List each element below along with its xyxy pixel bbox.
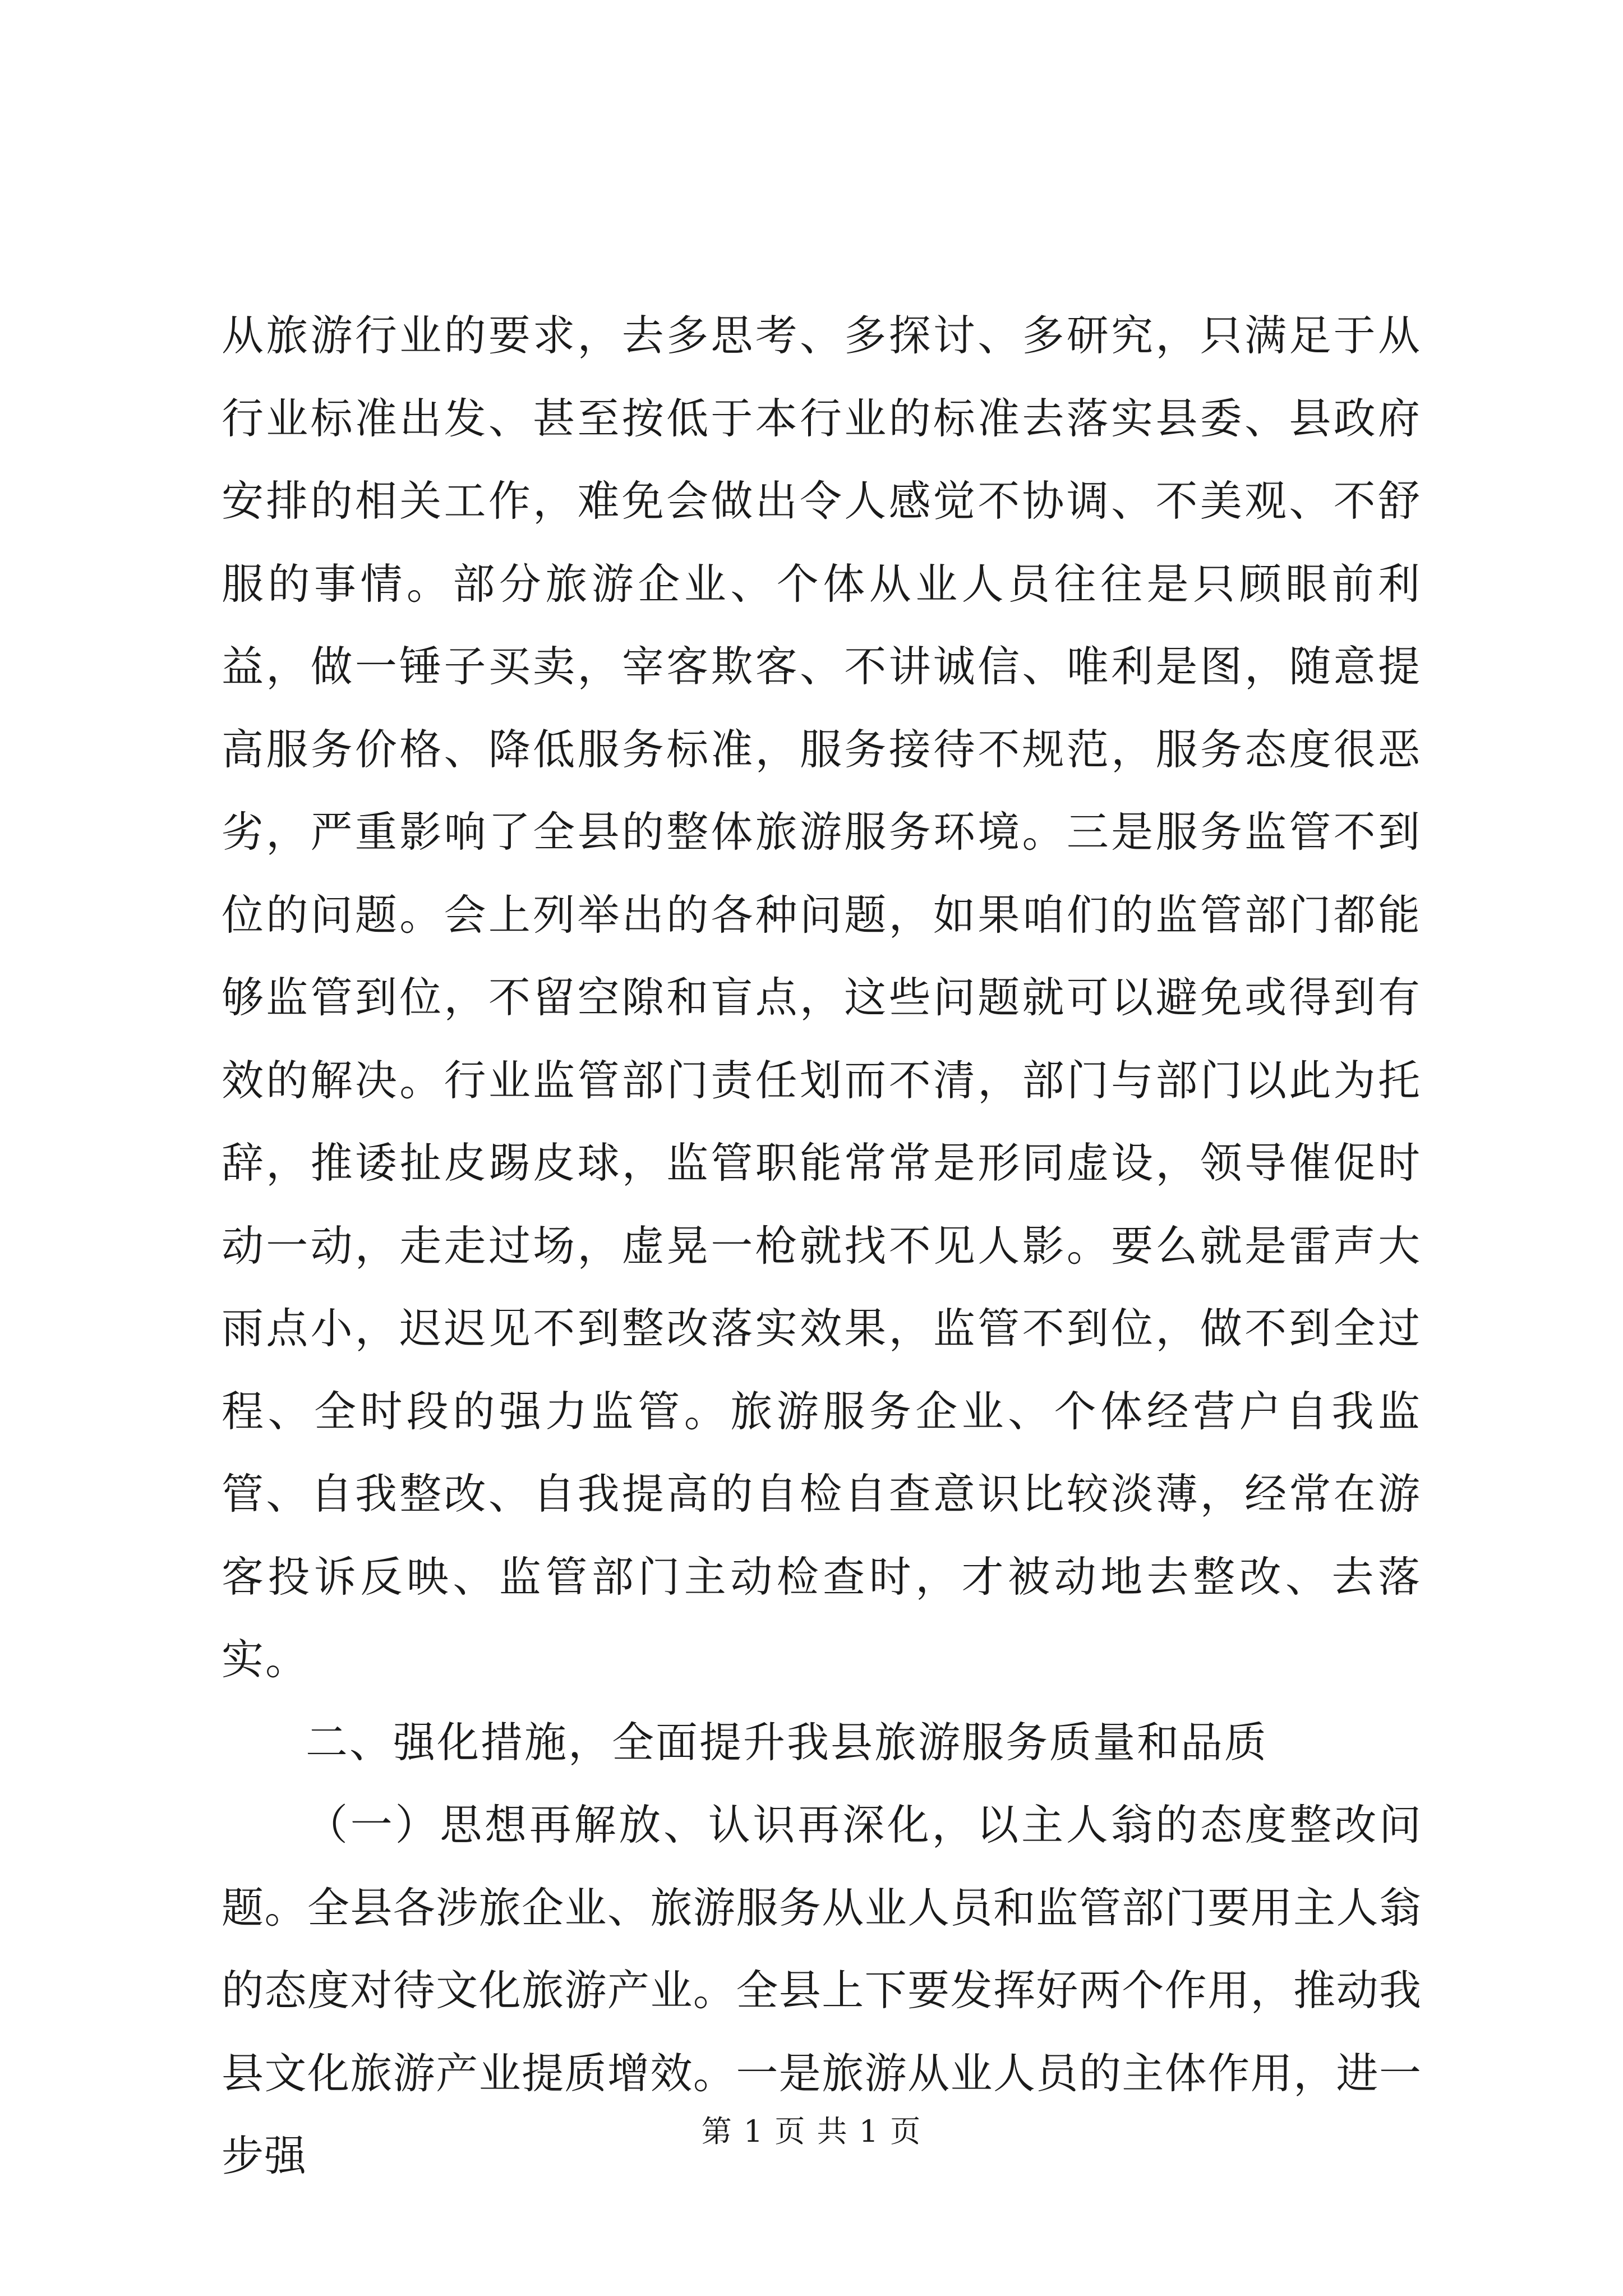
document-body: [222, 295, 1422, 2198]
page-footer: 第 1 页 共 1 页: [701, 2114, 922, 2149]
paragraph-subsection-one: （一）思想再解放、认识再深化，以主人翁的态度整改问题。全县各涉旅企业、旅游服务从业人员和监管部门要用主人翁的态度对待文化旅游产业。全县上下要发挥好两个作用，推动我县文化旅游产业提质增效。一是旅游从业人员的主体作用，进一步强: [222, 1800, 1422, 2180]
section-heading: 二、强化措施，全面提升我县旅游服务质量和品质: [306, 1717, 1269, 1767]
paragraph-continued: 从旅游行业的要求，去多思考、多探讨、多研究，只满足于从行业标准出发、甚至按低于本行业的标准去落实县委、县政府安排的相关工作，难免会做出令人感觉不协调、不美观、不舒服的事情。部分旅游企业、个体从业人员往往是只顾眼前利益，做一锤子买卖，宰客欺客、不讲诚信、唯利是图，随意提高服务价格、降低服务标准，服务接待不规范，服务态度很恶劣，严重影响了全县的整体旅游服务环境。三是服务监管不到位的问题。会上列举出的各种问题，如果咱们的监管部门都能够监管到位，不留空隙和盲点，这些问题就可以避免或得到有效的解决。行业监管部门责任划而不清，部门与部门以此为托辞，推诿扯皮踢皮球，监管职能常常是形同虚设，领导催促时动一动，走走过场，虚晃一枪就找不见人影。要么就是雷声大雨点小，迟迟见不到整改落实效果，监管不到位，做不到全过程、全时段的强力监管。旅游服务企业、个体经营户自我监管、自我整改、自我提高的自检自查意识比较淡薄，经常在游客投诉反映、监管部门主动检查时，才被动地去整改、去落实。: [222, 311, 1422, 1684]
